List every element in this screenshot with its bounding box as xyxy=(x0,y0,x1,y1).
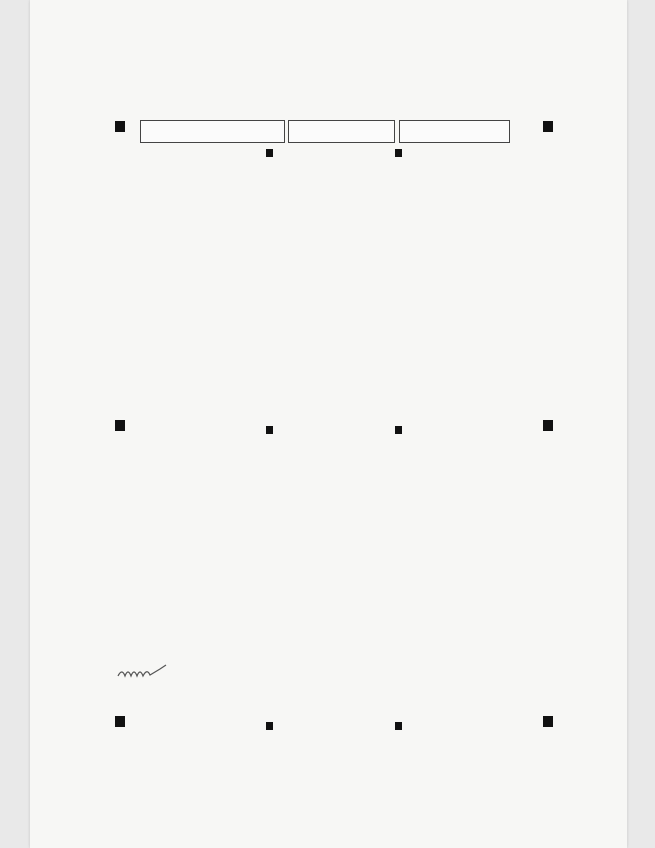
registration-mark xyxy=(266,149,273,157)
assignatura-field[interactable] xyxy=(399,120,510,143)
registration-mark xyxy=(395,426,402,434)
registration-mark xyxy=(395,149,402,157)
registration-mark xyxy=(115,420,125,431)
dni-write-boxes xyxy=(437,519,555,537)
registration-mark xyxy=(115,716,125,727)
registration-mark xyxy=(543,420,553,431)
registration-mark xyxy=(543,716,553,727)
registration-mark xyxy=(395,722,402,730)
answer-sheet xyxy=(30,0,627,848)
registration-mark xyxy=(266,722,273,730)
examen-field[interactable] xyxy=(288,120,395,143)
registration-mark xyxy=(115,121,125,132)
nom-field[interactable] xyxy=(140,120,285,143)
handwritten-note xyxy=(116,660,176,682)
registration-mark xyxy=(543,121,553,132)
registration-mark xyxy=(266,426,273,434)
